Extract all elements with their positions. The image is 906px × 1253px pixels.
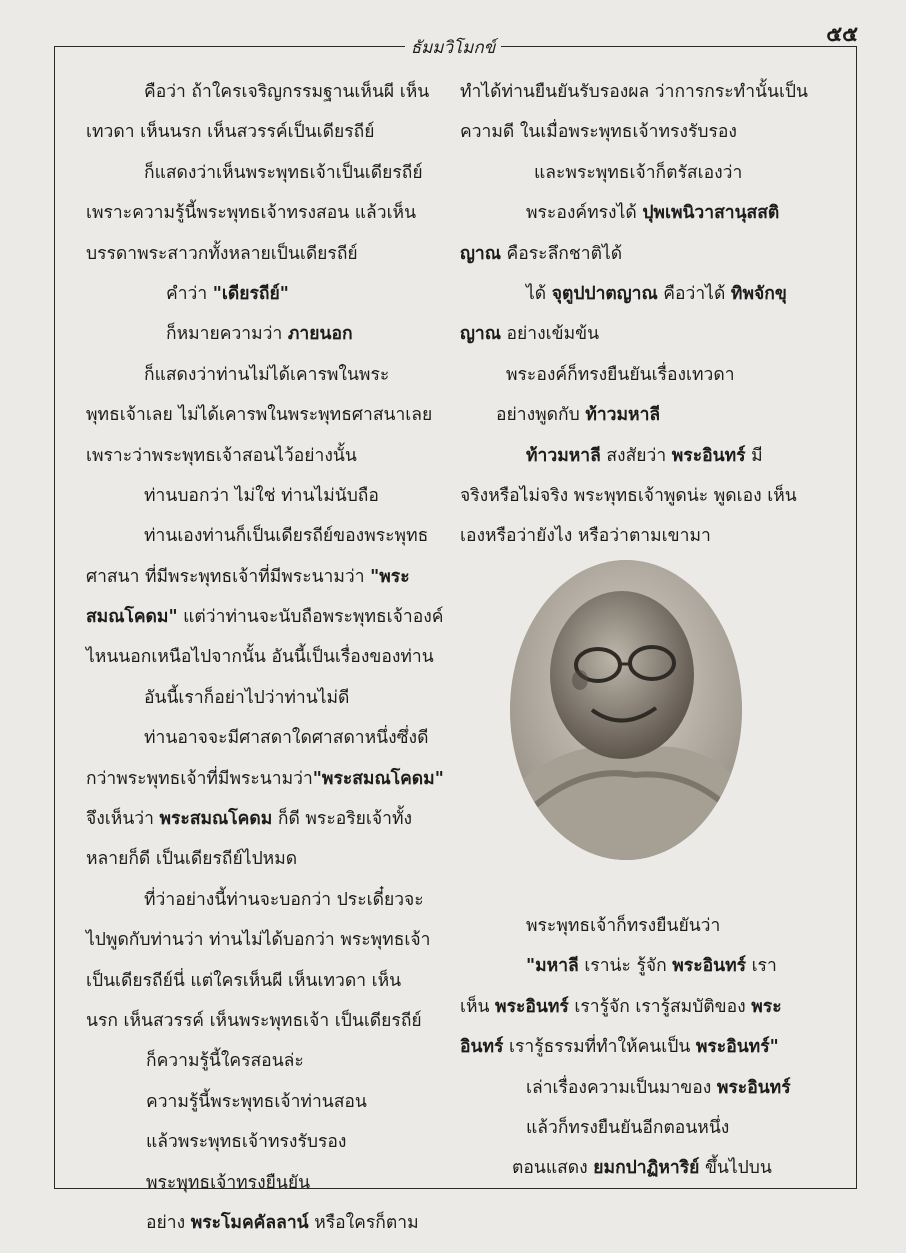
text-line	[460, 476, 830, 516]
bold-term: พระอินทร์	[671, 445, 746, 466]
text-line	[460, 395, 830, 435]
bold-term: พระสมณโคดม	[159, 809, 273, 830]
text-run: ได้	[526, 283, 552, 304]
text-run: ท่านเองท่านก็เป็นเดียรถีย์ของพระพุทธ	[144, 526, 429, 547]
text-line	[86, 153, 446, 193]
text-line	[460, 355, 830, 395]
bold-term: สมณโคดม"	[86, 607, 178, 628]
text-run: เล่าเรื่องความเป็นมาของ	[526, 1077, 717, 1098]
text-line	[86, 557, 446, 597]
text-run: ท่านบอกว่า ไม่ใช่ ท่านไม่นับถือ	[144, 485, 379, 506]
bold-term: จุตูปปาตญาณ	[551, 283, 658, 304]
bold-term: "พระ	[370, 566, 410, 587]
text-run: ความรู้นี้พระพุทธเจ้าท่านสอน	[146, 1091, 367, 1112]
text-line	[460, 946, 830, 986]
text-line	[86, 961, 446, 1001]
text-line	[460, 516, 830, 556]
text-run: อย่างเข้มข้น	[500, 324, 600, 345]
text-run: อย่าง	[146, 1212, 191, 1233]
text-run: พุทธเจ้าเลย ไม่ได้เคารพในพระพุทธศาสนาเลย	[86, 405, 433, 426]
bold-term: พระอินทร์	[716, 1077, 791, 1098]
bold-term: ท้าวมหาลี	[526, 445, 601, 466]
text-line	[460, 234, 830, 274]
bold-term: ยมกปาฏิหาริย์	[593, 1158, 700, 1179]
text-line	[460, 153, 830, 193]
text-run: ท่านอาจจะมีศาสดาใดศาสดาหนึ่งซึ่งดี	[144, 728, 429, 749]
text-line	[460, 1027, 830, 1067]
text-line	[460, 1108, 830, 1148]
bold-term: ภายนอก	[287, 324, 353, 345]
text-line	[86, 355, 446, 395]
text-run: ทำได้ท่านยืนยันรับรองผล ว่าการกระทำนั้นเป็น	[460, 82, 809, 102]
text-run: ขึ้นไปบน	[699, 1158, 772, 1179]
text-line	[86, 1122, 446, 1162]
text-line	[460, 987, 830, 1027]
right-text-column-lower	[460, 906, 830, 1189]
running-head-title: ธัมมวิโมกข์	[405, 38, 502, 58]
bold-term: พระอินทร์	[495, 996, 569, 1017]
text-line	[460, 436, 830, 476]
text-line	[86, 799, 446, 839]
text-line	[460, 193, 830, 233]
bold-term: ญาณ	[460, 324, 501, 345]
text-run: จึงเห็นว่า	[86, 809, 160, 830]
text-line	[86, 759, 446, 799]
text-line	[86, 274, 446, 314]
text-line	[86, 1163, 446, 1203]
text-line	[86, 72, 446, 112]
monk-portrait-photo	[510, 560, 742, 860]
text-line	[460, 274, 830, 314]
text-run: ก็แสดงว่าท่านไม่ได้เคารพในพระ	[144, 364, 390, 385]
bold-term: พระโมคคัลลาน์	[190, 1212, 309, 1233]
bold-term: "พระสมณโคดม"	[312, 768, 444, 789]
text-line	[86, 395, 446, 435]
text-line	[86, 718, 446, 758]
text-run: อันนี้เราก็อย่าไปว่าท่านไม่ดี	[144, 687, 350, 708]
text-line	[460, 72, 830, 112]
text-run: เพราะความรู้นี้พระพุทธเจ้าทรงสอน แล้วเห็น	[86, 203, 417, 224]
text-run: คือระลึกชาติได้	[500, 243, 623, 264]
text-run: พระพุทธเจ้าก็ทรงยืนยันว่า	[526, 916, 721, 936]
text-run: จริงหรือไม่จริง พระพุทธเจ้าพูดน่ะ พูดเอง เห็น	[460, 485, 797, 506]
text-line	[86, 1001, 446, 1041]
text-run: เรารู้ธรรมที่ทำให้คนเป็น	[503, 1037, 696, 1058]
text-run: อย่างพูดกับ	[496, 405, 586, 426]
text-line	[460, 314, 830, 354]
text-run: หลายก็ดี เป็นเดียรถีย์ไปหมด	[86, 849, 298, 870]
text-run: ไปพูดกับท่านว่า ท่านไม่ได้บอกว่า พระพุทธเจ้า	[86, 930, 431, 951]
text-run: เทวดา เห็นนรก เห็นสวรรค์เป็นเดียรถีย์	[86, 122, 375, 143]
text-run: แต่ว่าท่านจะนับถือพระพุทธเจ้าองค์	[177, 607, 444, 628]
bold-term: ท้าวมหาลี	[585, 405, 661, 426]
text-run: ก็ความรู้นี้ใครสอนล่ะ	[146, 1051, 304, 1072]
text-line	[86, 839, 446, 879]
text-line	[86, 436, 446, 476]
text-run: มี	[745, 445, 763, 466]
text-line	[86, 476, 446, 516]
bold-term: พระ	[751, 996, 782, 1017]
text-line	[86, 597, 446, 637]
bold-term: ญาณ	[460, 243, 501, 264]
right-text-column-upper	[460, 72, 830, 557]
left-text-column	[86, 72, 446, 1243]
bold-term: พระอินทร์	[672, 956, 747, 977]
text-line	[86, 234, 446, 274]
text-run: สงสัยว่า	[600, 445, 672, 466]
text-line	[86, 678, 446, 718]
bold-term: "เดียรถีย์"	[212, 283, 289, 304]
bold-term: อินทร์	[460, 1037, 504, 1058]
bold-term: ปุพเพนิวาสานุสสติ	[642, 203, 780, 224]
text-run: คือว่าได้	[657, 283, 731, 304]
text-run: และพระพุทธเจ้าก็ตรัสเองว่า	[534, 162, 743, 183]
text-run: เพราะว่าพระพุทธเจ้าสอนไว้อย่างนั้น	[86, 445, 357, 466]
text-run: ตอนแสดง	[512, 1158, 594, 1179]
text-run: พระองค์ทรงได้	[526, 203, 643, 224]
text-run: นรก เห็นสวรรค์ เห็นพระพุทธเจ้า เป็นเดียรถีย์	[86, 1010, 422, 1031]
text-run: ก็ดี พระอริยเจ้าทั้ง	[272, 809, 413, 830]
text-run: แล้วพระพุทธเจ้าทรงรับรอง	[146, 1132, 347, 1153]
text-run: เป็นเดียรถีย์นี่ แต่ใครเห็นผี เห็นเทวดา เห็น	[86, 970, 402, 991]
bold-term: "มหาลี	[526, 956, 579, 977]
text-line	[460, 906, 830, 946]
text-run: ความดี ในเมื่อพระพุทธเจ้าทรงรับรอง	[460, 122, 737, 143]
text-line	[86, 1082, 446, 1122]
text-run: ที่ว่าอย่างนี้ท่านจะบอกว่า ประเดี๋ยวจะ	[144, 889, 424, 910]
text-line	[86, 1041, 446, 1081]
text-line	[86, 920, 446, 960]
text-line	[86, 880, 446, 920]
text-run: ก็หมายความว่า	[166, 324, 288, 345]
text-run: คำว่า	[166, 283, 213, 304]
text-run: ก็แสดงว่าเห็นพระพุทธเจ้าเป็นเดียรถีย์	[144, 162, 423, 183]
bold-term: พระอินทร์"	[695, 1037, 779, 1058]
text-run: บรรดาพระสาวกทั้งหลายเป็นเดียรถีย์	[86, 243, 358, 264]
text-line	[86, 112, 446, 152]
text-run: ศาสนา ที่มีพระพุทธเจ้าที่มีพระนามว่า	[86, 566, 371, 587]
text-run: เองหรือว่ายังไง หรือว่าตามเขามา	[460, 526, 711, 547]
text-line	[460, 1148, 830, 1188]
text-run: พระพุทธเจ้าทรงยืนยัน	[146, 1172, 311, 1193]
text-line	[460, 1068, 830, 1108]
text-line	[86, 516, 446, 556]
text-line	[460, 112, 830, 152]
text-run: เรารู้จัก เรารู้สมบัติของ	[568, 996, 752, 1017]
text-line	[86, 1203, 446, 1243]
text-run: คือว่า ถ้าใครเจริญกรรมฐานเห็นผี เห็น	[144, 82, 430, 102]
portrait-illustration	[510, 560, 742, 860]
text-run: ไหนนอกเหนือไปจากนั้น อันนี้เป็นเรื่องของท่าน	[86, 647, 434, 668]
running-head	[0, 34, 906, 61]
text-run: พระองค์ก็ทรงยืนยันเรื่องเทวดา	[506, 364, 735, 385]
bold-term: ทิพจักขุ	[730, 283, 787, 304]
text-line	[86, 193, 446, 233]
text-run: เราน่ะ รู้จัก	[578, 956, 673, 977]
text-line	[86, 637, 446, 677]
text-run: แล้วก็ทรงยืนยันอีกตอนหนึ่ง	[526, 1117, 730, 1138]
text-run: เรา	[746, 956, 777, 977]
page-number: ๕๕	[826, 22, 858, 46]
text-run: เห็น	[460, 996, 496, 1017]
text-line	[86, 314, 446, 354]
text-run: กว่าพระพุทธเจ้าที่มีพระนามว่า	[86, 768, 313, 789]
text-run: หรือใครก็ตาม	[308, 1212, 419, 1233]
